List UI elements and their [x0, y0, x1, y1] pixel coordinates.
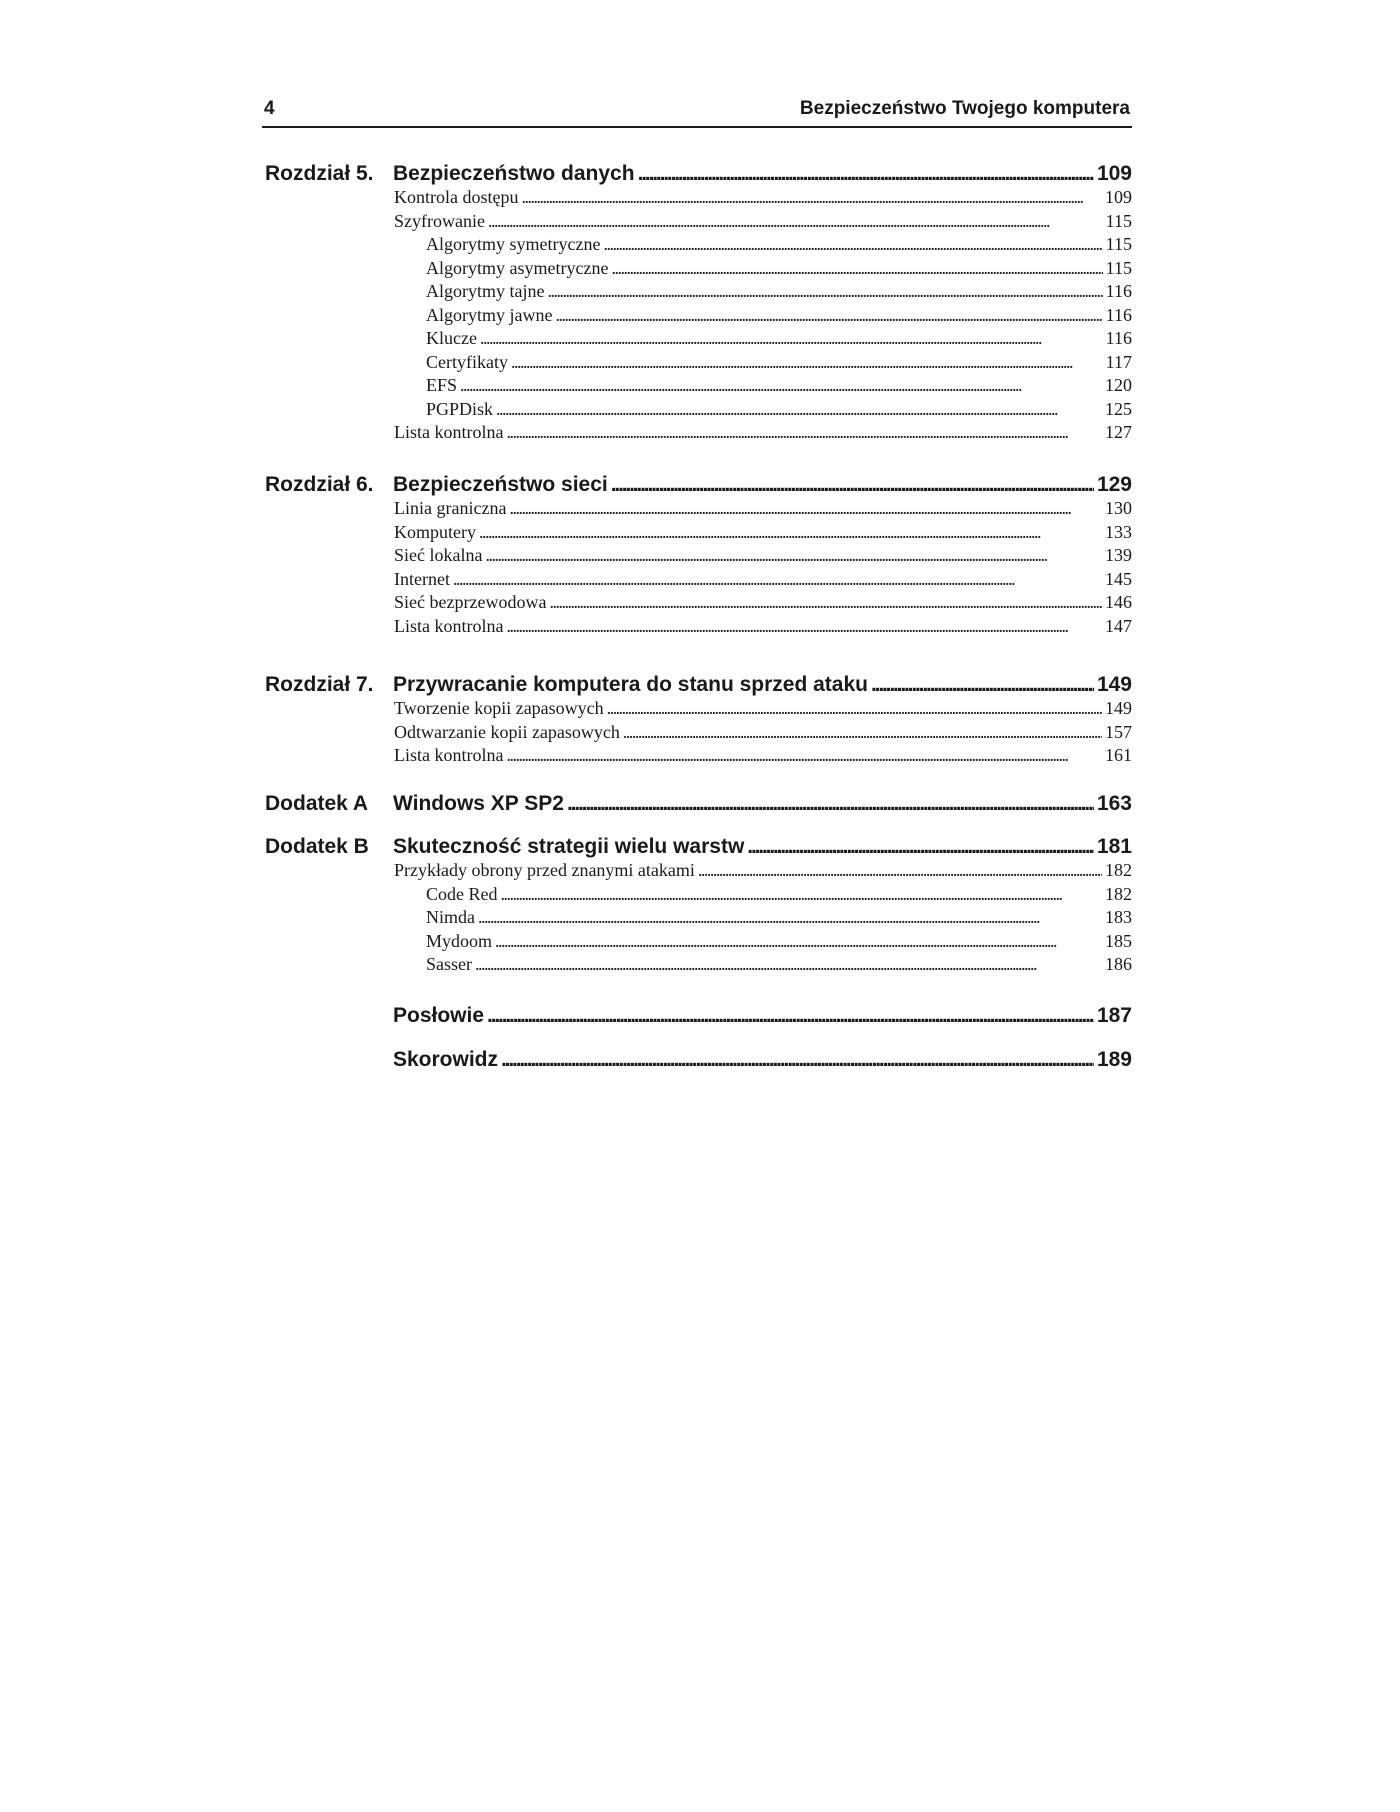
dot-leader — [623, 721, 1102, 744]
dot-leader — [549, 591, 1102, 614]
entry-page-number: 116 — [1105, 305, 1132, 325]
toc-entry-line — [426, 398, 1132, 421]
dot-leader — [485, 544, 1102, 567]
chapter-title: Bezpieczeństwo danych — [393, 162, 635, 185]
dot-leader — [603, 233, 1102, 256]
chapter-row — [262, 471, 1132, 499]
entry-title: Code Red — [426, 884, 498, 904]
entry-page-number: 186 — [1105, 954, 1132, 974]
toc-entry-line — [394, 591, 1132, 614]
entry-page-number: 115 — [1105, 258, 1132, 278]
toc-entry-line — [394, 210, 1132, 233]
entry-title: Lista kontrolna — [394, 616, 504, 636]
chapter-entry — [393, 1046, 1132, 1074]
toc-entry-line — [426, 953, 1132, 976]
dot-leader — [521, 186, 1102, 209]
toc-entry — [426, 398, 1132, 421]
toc-entry — [394, 568, 1132, 591]
chapter-row — [262, 160, 1132, 188]
entry-title: Tworzenie kopii zapasowych — [394, 698, 604, 718]
toc-entry-line — [394, 186, 1132, 209]
toc-entry-line — [426, 280, 1132, 303]
dot-leader — [495, 930, 1102, 953]
chapter-title: Windows XP SP2 — [393, 792, 564, 815]
chapter-entry — [393, 160, 1132, 188]
entry-title: Komputery — [394, 522, 476, 542]
toc-entry-line — [394, 421, 1132, 444]
toc-entry — [426, 953, 1132, 976]
toc-entry — [394, 497, 1132, 520]
entry-title: Lista kontrolna — [394, 422, 504, 442]
toc-entry-line — [426, 930, 1132, 953]
entry-page-number: 185 — [1105, 931, 1132, 951]
dot-leader — [460, 374, 1102, 397]
entry-page-number: 117 — [1105, 352, 1132, 372]
entry-title: Sieć bezprzewodowa — [394, 592, 547, 612]
entry-page-number: 115 — [1105, 234, 1132, 254]
entry-title: Przykłady obrony przed znanymi atakami — [394, 860, 695, 880]
dot-leader — [747, 833, 1094, 861]
entry-page-number: 127 — [1105, 422, 1132, 442]
entry-page-number: 145 — [1105, 569, 1132, 589]
entry-title: Algorytmy asymetryczne — [426, 258, 609, 278]
toc-entry-line — [426, 906, 1132, 929]
entry-title: Algorytmy symetryczne — [426, 234, 601, 254]
dot-leader — [479, 521, 1102, 544]
dot-leader — [509, 497, 1102, 520]
dot-leader — [501, 1046, 1094, 1074]
chapter-title: Bezpieczeństwo sieci — [393, 473, 608, 496]
toc-entry — [394, 421, 1132, 444]
toc-entry — [426, 233, 1132, 256]
chapter-label: Rozdział 5. — [265, 162, 374, 185]
toc-entry — [426, 906, 1132, 929]
entry-title: Klucze — [426, 328, 477, 348]
dot-leader — [871, 671, 1094, 699]
toc-entry — [394, 615, 1132, 638]
chapter-row — [262, 1046, 1132, 1074]
dot-leader — [555, 304, 1102, 327]
toc-entry — [394, 744, 1132, 767]
toc-entry — [394, 210, 1132, 233]
dot-leader — [506, 744, 1102, 767]
entry-page-number: 125 — [1105, 399, 1132, 419]
dot-leader — [547, 280, 1102, 303]
toc-entry-line — [394, 568, 1132, 591]
page-number: 4 — [264, 98, 275, 119]
entry-title: Sieć lokalna — [394, 545, 483, 565]
dot-leader — [478, 906, 1102, 929]
toc-entry — [426, 930, 1132, 953]
toc-entry-line — [426, 233, 1132, 256]
toc-entry-line — [394, 497, 1132, 520]
chapter-row — [262, 1002, 1132, 1030]
chapter-entry — [393, 1002, 1132, 1030]
entry-page-number: 130 — [1105, 498, 1132, 518]
chapter-entry — [393, 833, 1132, 861]
chapter-title: Posłowie — [393, 1004, 485, 1027]
dot-leader — [496, 398, 1102, 421]
toc-entry — [426, 351, 1132, 374]
chapter-entry — [393, 471, 1132, 499]
entry-title: Sasser — [426, 954, 472, 974]
chapter-row — [262, 833, 1132, 861]
entry-page-number: 115 — [1105, 211, 1132, 231]
chapter-page-number: 189 — [1096, 1048, 1132, 1071]
entry-page-number: 183 — [1105, 907, 1132, 927]
toc-entry — [394, 721, 1132, 744]
toc-entry — [394, 591, 1132, 614]
dot-leader — [453, 568, 1102, 591]
entry-page-number: 133 — [1105, 522, 1132, 542]
entry-page-number: 146 — [1105, 592, 1132, 612]
dot-leader — [487, 1002, 1094, 1030]
entry-title: Internet — [394, 569, 450, 589]
entry-page-number: 116 — [1105, 328, 1132, 348]
chapter-page-number: 129 — [1096, 473, 1132, 496]
entry-page-number: 182 — [1105, 884, 1132, 904]
dot-leader — [638, 160, 1094, 188]
toc-entry — [426, 280, 1132, 303]
entry-title: Certyfikaty — [426, 352, 508, 372]
entry-page-number: 109 — [1105, 187, 1132, 207]
dot-leader — [567, 790, 1094, 818]
toc-entry — [426, 257, 1132, 280]
toc-entry — [394, 521, 1132, 544]
entry-title: Szyfrowanie — [394, 211, 485, 231]
entry-page-number: 120 — [1105, 375, 1132, 395]
entry-title: Nimda — [426, 907, 475, 927]
chapter-title: Przywracanie komputera do stanu sprzed ataku — [393, 673, 868, 696]
chapter-page-number: 163 — [1096, 792, 1132, 815]
entry-page-number: 182 — [1105, 860, 1132, 880]
chapter-title: Skuteczność strategii wielu warstw — [393, 835, 745, 858]
toc-entry-line — [394, 615, 1132, 638]
chapter-page-number: 187 — [1096, 1004, 1132, 1027]
toc-entry-line — [394, 721, 1132, 744]
chapter-label: Dodatek A — [265, 792, 369, 815]
chapter-label: Rozdział 7. — [265, 673, 374, 696]
dot-leader — [475, 953, 1102, 976]
chapter-row — [262, 671, 1132, 699]
toc-entry-line — [394, 544, 1132, 567]
book-title: Bezpieczeństwo Twojego komputera — [799, 98, 1130, 119]
toc-entry — [426, 304, 1132, 327]
entry-title: Algorytmy tajne — [426, 281, 545, 301]
toc-entry — [426, 883, 1132, 906]
entry-title: Kontrola dostępu — [394, 187, 519, 207]
dot-leader — [611, 471, 1094, 499]
toc-entry-line — [394, 697, 1132, 720]
dot-leader — [607, 697, 1102, 720]
toc-entry-line — [426, 327, 1132, 350]
chapter-page-number: 181 — [1096, 835, 1132, 858]
entry-page-number: 157 — [1105, 722, 1132, 742]
chapter-page-number: 109 — [1096, 162, 1132, 185]
entry-page-number: 161 — [1105, 745, 1132, 765]
dot-leader — [698, 859, 1102, 882]
entry-page-number: 147 — [1105, 616, 1132, 636]
entry-title: Odtwarzanie kopii zapasowych — [394, 722, 620, 742]
chapter-row — [262, 790, 1132, 818]
running-header — [262, 96, 1132, 128]
dot-leader — [511, 351, 1103, 374]
dot-leader — [501, 883, 1103, 906]
toc-entry-line — [426, 351, 1132, 374]
entry-title: Mydoom — [426, 931, 493, 951]
chapter-label: Dodatek B — [265, 835, 369, 858]
dot-leader — [506, 421, 1102, 444]
chapter-page-number: 149 — [1096, 673, 1132, 696]
toc-entry-line — [394, 521, 1132, 544]
toc-entry-line — [394, 744, 1132, 767]
entry-title: Linia graniczna — [394, 498, 507, 518]
entry-title: EFS — [426, 375, 458, 395]
entry-page-number: 149 — [1105, 698, 1132, 718]
toc-entry-line — [426, 374, 1132, 397]
toc-entry-line — [426, 257, 1132, 280]
entry-title: PGPDisk — [426, 399, 494, 419]
toc-entry-line — [394, 859, 1132, 882]
chapter-label: Rozdział 6. — [265, 473, 374, 496]
entry-title: Algorytmy jawne — [426, 305, 553, 325]
entry-page-number: 116 — [1105, 281, 1132, 301]
chapter-title: Skorowidz — [393, 1048, 499, 1071]
chapter-entry — [393, 671, 1132, 699]
entry-title: Lista kontrolna — [394, 745, 504, 765]
toc-entry — [426, 374, 1132, 397]
toc-entry — [394, 544, 1132, 567]
dot-leader — [488, 210, 1103, 233]
entry-page-number: 139 — [1105, 545, 1132, 565]
dot-leader — [480, 327, 1103, 350]
dot-leader — [611, 257, 1102, 280]
dot-leader — [506, 615, 1102, 638]
toc-entry — [394, 859, 1132, 882]
toc-entry — [394, 186, 1132, 209]
toc-entry-line — [426, 304, 1132, 327]
toc-entry — [426, 327, 1132, 350]
chapter-entry — [393, 790, 1132, 818]
toc-entry-line — [426, 883, 1132, 906]
toc-entry — [394, 697, 1132, 720]
